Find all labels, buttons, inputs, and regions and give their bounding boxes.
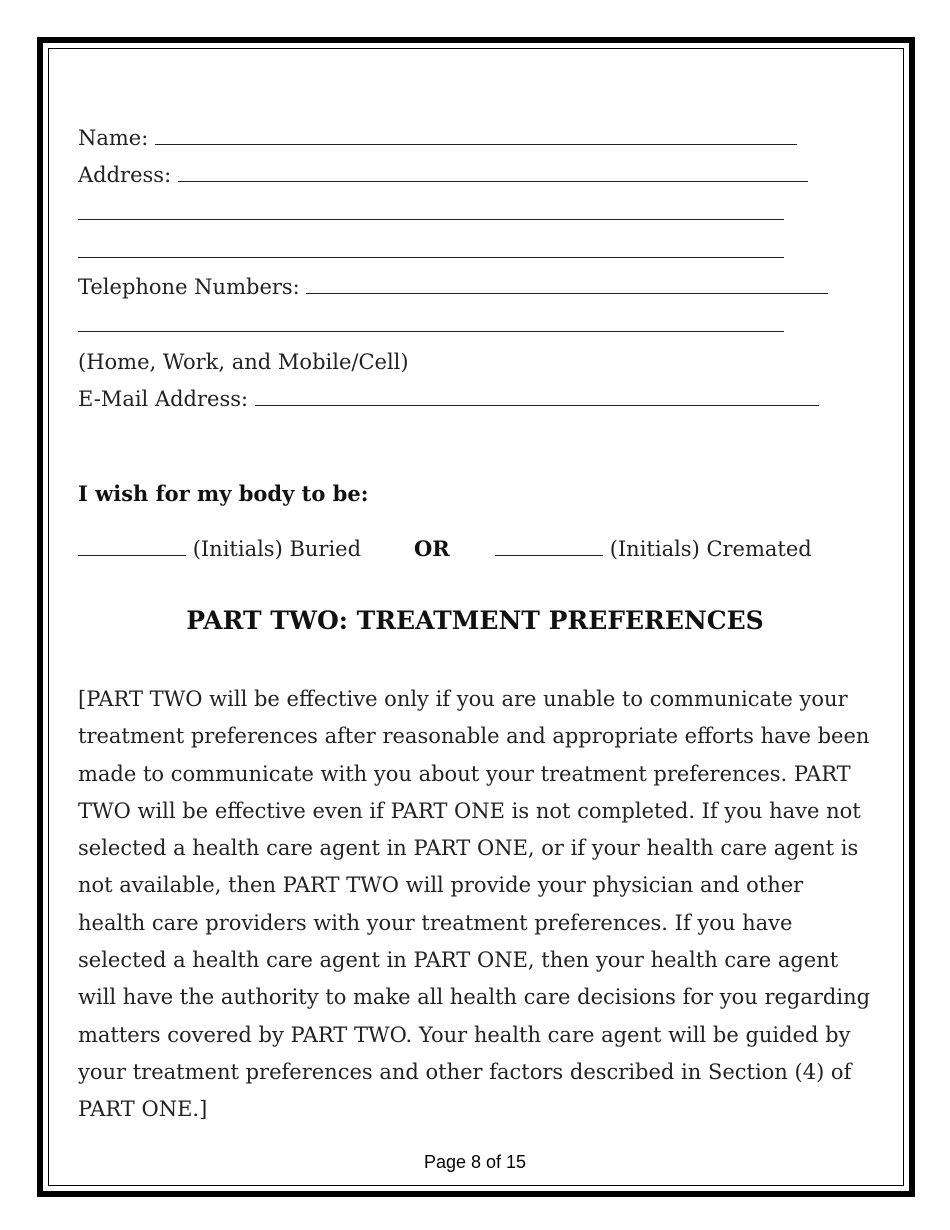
telephone-note: (Home, Work, and Mobile/Cell) [78,350,409,374]
address-line-3[interactable] [78,257,784,258]
telephone-label: Telephone Numbers: [78,275,300,299]
cremated-option [495,536,812,562]
address-row [78,162,808,188]
telephone-field[interactable] [306,275,828,294]
email-row [78,386,819,412]
buried-initials-field[interactable] [78,537,186,556]
page-number: Page 8 of 15 [423,1152,527,1172]
cremated-label: (Initials) Cremated [609,537,812,561]
address-line-2[interactable] [78,219,784,220]
part-two-heading: PART TWO: TREATMENT PREFERENCES [186,606,764,635]
buried-label: (Initials) Buried [192,537,362,561]
email-field[interactable] [255,387,819,406]
email-label: E-Mail Address: [78,387,249,411]
name-row [78,125,797,151]
cremated-initials-field[interactable] [495,537,603,556]
body-wish-prompt: I wish for my body to be: [78,481,369,506]
name-field[interactable] [155,126,797,145]
name-label: Name: [78,126,149,150]
telephone-line-2[interactable] [78,331,784,332]
telephone-row [78,274,828,300]
address-label: Address: [78,163,172,187]
or-label: OR [414,536,450,561]
part-two-paragraph: [PART TWO will be effective only if you are unable to communicate your treatment preferences after reasonable and appropriate efforts have been made to communicate with you about your treatment preferences. PART TWO will be effective even if PART ONE is not completed. If you have not selected a health care agent in PART ONE, or if your health care agent is not available, then PART TWO will provide your physician and other health care providers with your treatment preferences. If you have selected a health care agent in PART ONE, then your health care agent will have the authority to make all health care decisions for you regarding matters covered by PART TWO. Your health care agent will be guided by your treatment preferences and other factors described in Section (4) of PART ONE.] [78,687,871,1122]
buried-option [78,536,361,562]
address-field[interactable] [178,163,808,182]
